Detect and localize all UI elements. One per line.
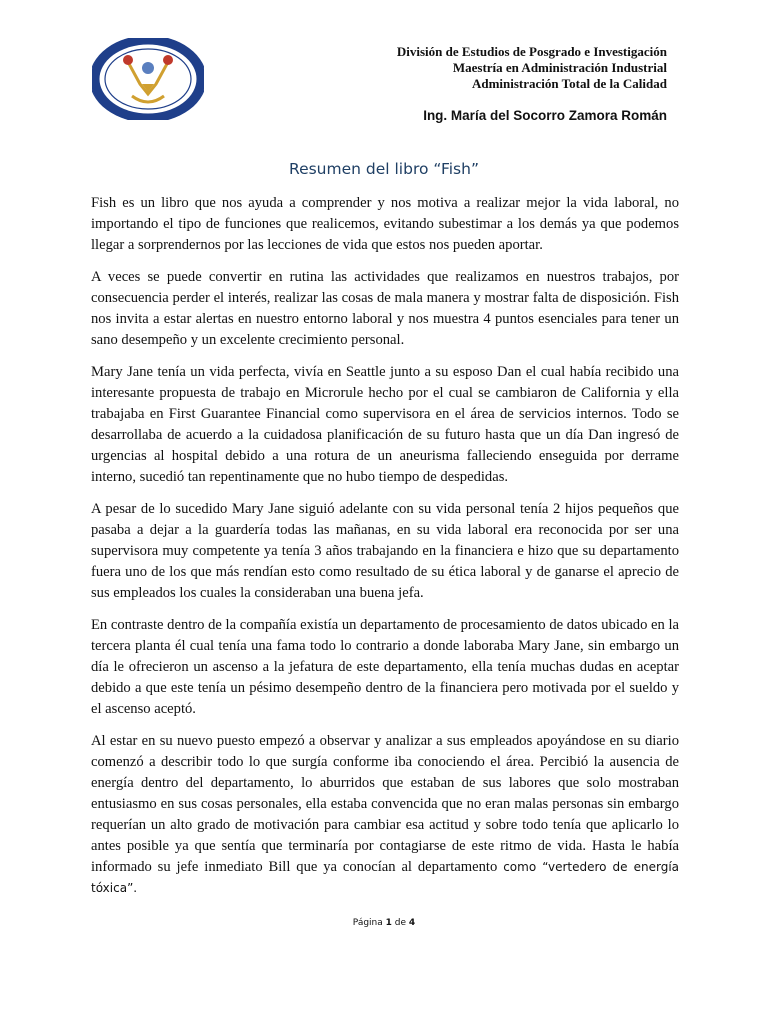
- header-division: División de Estudios de Posgrado e Investigación: [396, 44, 667, 59]
- university-seal-icon: [92, 38, 204, 120]
- footer-page-number: 1: [385, 918, 392, 928]
- header-program: Maestría en Administración Industrial: [452, 60, 667, 75]
- page-footer: [0, 918, 768, 928]
- paragraph: Mary Jane tenía un vida perfecta, vivía en Seattle junto a su esposo Dan el cual había recibido una interesante propuesta de trabajo en Microrule hecho por el cual se cambiaron de California y ella trabajaba en First Guarantee Financial como supervisora en el área de servicios internos. Todo se desarrollaba de acuerdo a la cuidadosa planificación de su futuro hasta que un día Dan ingresó de urgencias al hospital debido a una rotura de un aneurisma falleciendo enseguida por derrame interno, sucedió tan repentinamente que no hubo tiempo de despedidas.: [91, 364, 679, 485]
- paragraph-last: [91, 731, 679, 899]
- paragraph: A pesar de lo sucedido Mary Jane siguió adelante con su vida personal tenía 2 hijos pequeños que pasaba a dejar a la guardería todas las mañanas, en su vida laboral era reconocida por ser una supervisora muy competente ya tenía 3 años trabajando en la financiera e hizo que su departamento fuera uno de los que más rendían esto como resultado de su ética laboral y de ganarse el aprecio de sus empleados los cuales la consideraban una buena jefa.: [91, 501, 679, 601]
- footer-page-total: 4: [408, 918, 416, 928]
- document-body: [91, 193, 679, 910]
- paragraph-tail: como “vertedero de energía tóxica”.: [91, 860, 680, 895]
- page-title: Resumen del libro “Fish”: [289, 160, 479, 178]
- paragraph-text: Al estar en su nuevo puesto empezó a observar y analizar a sus empleados apoyándose en su diario comenzó a describir todo lo que surgía conforme iba conociendo el área. Percibió la ausencia de energía dentro del departamento, lo aburridos que estaban de sus labores que solo mostraban entusiasmo en sus cosas personales, ella estaba convencida que no eran malas personas sin embargo requerían un alto grado de motivación para cambiar esa actitud y sobre todo tenía que aplicarlo lo antes posible ya que sentía que terminaría por contagiarse de este ritmo de vida. Hasta le había informado su jefe inmediato Bill que ya conocían al departamento: [91, 733, 679, 875]
- header-course: Administración Total de la Calidad: [471, 76, 667, 91]
- footer-prefix: Página: [352, 918, 383, 928]
- paragraph: En contraste dentro de la compañía existía un departamento de procesamiento de datos ubicado en la tercera planta él cual tenía una fama todo lo contrario a donde laboraba Mary Jane, sin embargo un día le ofrecieron un ascenso a la jefatura de este departamento, ella tenía muchas dudas en aceptar debido a que este tenía un pésimo desempeño dentro de la financiera pero motivada por el sueldo y el ascenso aceptó.: [91, 617, 679, 717]
- footer-middle: de: [394, 918, 407, 928]
- author-name: Ing. María del Socorro Zamora Román: [423, 108, 667, 123]
- paragraph: Fish es un libro que nos ayuda a comprender y nos motiva a realizar mejor la vida laboral, no importando el tipo de funciones que realicemos, evitando subestimar a los demás ya que podemos llegar a sorprendernos por las lecciones de vida que estos nos pueden aportar.: [91, 195, 679, 253]
- paragraph: A veces se puede convertir en rutina las actividades que realizamos en nuestros trabajos, por consecuencia perder el interés, realizar las cosas de mala manera y mostrar falta de disposición. Fish nos invita a estar alertas en nuestro entorno laboral y nos muestra 4 puntos esenciales para tener un sano desempeño y un excelente crecimiento personal.: [91, 269, 679, 348]
- institution-header: [247, 44, 667, 92]
